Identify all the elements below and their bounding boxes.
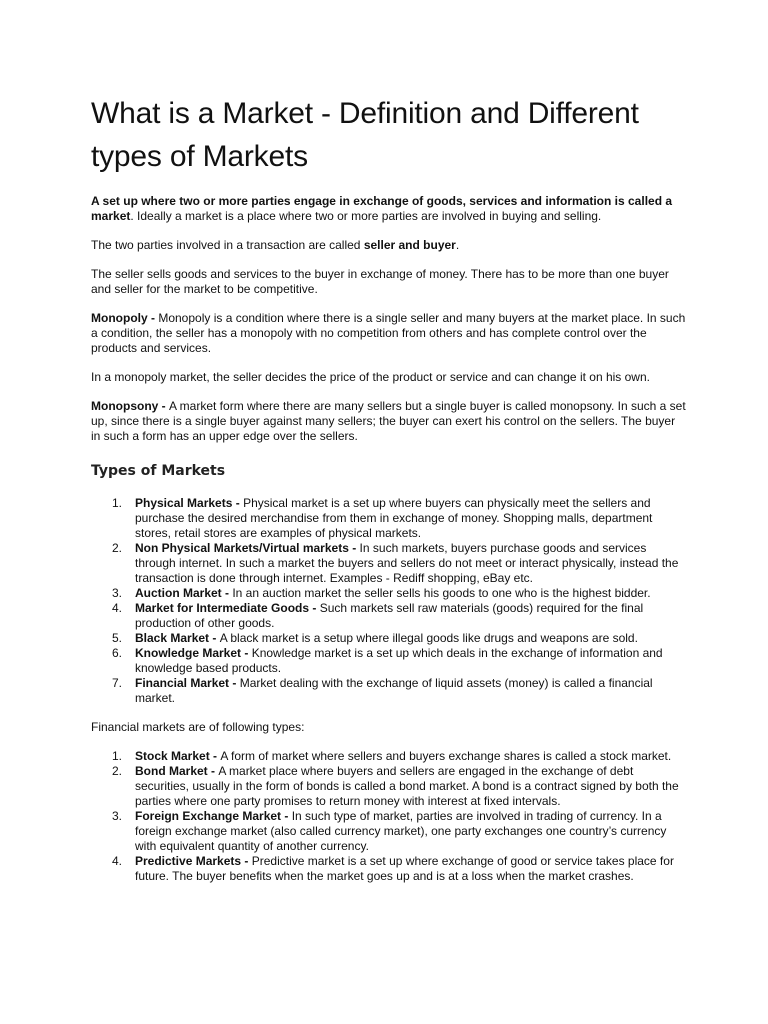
intro-paragraph-monopoly <box>91 311 686 356</box>
monopsony-text: A market form where there are many sellers but a single buyer is called monopsony. In such a set up, since there is a single buyer against many sellers; the buyer can exert his control on the sellers. The buyer in such a form has an upper edge over the sellers. <box>91 399 686 443</box>
intro-paragraph-monopoly-price: In a monopoly market, the seller decides the price of the product or service and can change it on his own. <box>91 370 650 384</box>
list-item-term: Stock Market - <box>135 749 221 763</box>
list-item <box>91 541 686 586</box>
list-item-text: Predictive market is a set up where exchange of good or service takes place for future. The buyer benefits when the market goes up and is at a loss when the market crashes. <box>135 854 674 883</box>
intro-paragraph-monopsony <box>91 399 686 444</box>
list-item-text: In an auction market the seller sells his goods to one who is the highest bidder. <box>232 586 651 600</box>
list-item-term: Black Market - <box>135 631 220 645</box>
definition-bold-text: A set up where two or more parties engage in exchange of goods, services and information is called a market <box>91 194 673 223</box>
page-title: What is a Market - Definition and Different types of Markets <box>91 97 639 173</box>
list-item-text: A market place where buyers and sellers are engaged in the exchange of debt securities, usually in the form of bonds is called a bond market. A bond is a contract signed by both the parties where one party promises to return money with interest at fixed intervals. <box>135 764 679 808</box>
list-item <box>91 586 686 601</box>
document-page <box>91 92 686 898</box>
list-item-number: 1. <box>112 496 123 510</box>
intro-paragraph-seller: The seller sells goods and services to the buyer in exchange of money. There has to be more than one buyer and seller for the market to be competitive. <box>91 267 669 296</box>
list-item-term: Bond Market - <box>135 764 219 778</box>
list-item-text: Such markets sell raw materials (goods) required for the final production of other goods. <box>135 601 644 630</box>
list-item <box>91 646 686 676</box>
parties-bold-text: seller and buyer <box>363 238 456 252</box>
intro-paragraph-parties <box>91 238 686 253</box>
list-item-number: 6. <box>112 646 123 660</box>
list-item-number: 4. <box>112 854 123 868</box>
financial-intro: Financial markets are of following types: <box>91 720 305 734</box>
market-types-list <box>91 496 686 706</box>
list-item-term: Predictive Markets - <box>135 854 252 868</box>
list-item <box>91 749 686 764</box>
list-item-text: In such type of market, parties are involved in trading of currency. In a foreign exchange market (also called currency market), one party exchanges one country’s currency with equivalent quantity of another currency. <box>135 809 667 853</box>
list-item <box>91 854 686 884</box>
list-item-term: Foreign Exchange Market - <box>135 809 292 823</box>
parties-end-text: . <box>455 238 460 252</box>
list-item-number: 1. <box>112 749 123 763</box>
list-item <box>91 496 686 541</box>
list-item-term: Financial Market - <box>135 676 240 690</box>
intro-paragraph-definition <box>91 194 686 224</box>
definition-text: . Ideally a market is a place where two or more parties are involved in buying and selling. <box>130 209 602 223</box>
monopsony-term: Monopsony - <box>91 399 169 413</box>
list-item-text: In such markets, buyers purchase goods and services through internet. In such a market the buyers and sellers do not meet or interact physically, instead the transaction is done through internet. Examples - Rediff shopping, eBay etc. <box>135 541 679 585</box>
list-item-number: 7. <box>112 676 123 690</box>
monopoly-text: Monopoly is a condition where there is a single seller and many buyers at the market place. In such a condition, the seller has a monopoly with no competition from others and has complete control over the products and services. <box>91 311 686 355</box>
monopoly-term: Monopoly - <box>91 311 159 325</box>
list-item-text: Knowledge market is a set up which deals in the exchange of information and knowledge based products. <box>135 646 663 675</box>
list-item-term: Auction Market - <box>135 586 233 600</box>
list-item-text: Physical market is a set up where buyers can physically meet the sellers and purchase the desired merchandise from them in exchange of money. Shopping malls, department stores, retail stores are examples of physical markets. <box>135 496 653 540</box>
list-item-term: Non Physical Markets/Virtual markets - <box>135 541 360 555</box>
parties-text: The two parties involved in a transaction are called <box>91 238 364 252</box>
list-item <box>91 809 686 854</box>
types-heading: Types of Markets <box>91 463 226 479</box>
list-item <box>91 676 686 706</box>
list-item <box>91 601 686 631</box>
list-item-number: 2. <box>112 764 123 778</box>
list-item-number: 2. <box>112 541 123 555</box>
list-item-number: 4. <box>112 601 123 615</box>
list-item-term: Knowledge Market - <box>135 646 252 660</box>
list-item-number: 3. <box>112 809 123 823</box>
list-item-text: Market dealing with the exchange of liquid assets (money) is called a financial market. <box>135 676 653 705</box>
list-item-text: A black market is a setup where illegal goods like drugs and weapons are sold. <box>219 631 638 645</box>
list-item <box>91 631 686 646</box>
list-item-term: Physical Markets - <box>135 496 244 510</box>
list-item-number: 5. <box>112 631 123 645</box>
list-item-number: 3. <box>112 586 123 600</box>
list-item-text: A form of market where sellers and buyers exchange shares is called a stock market. <box>220 749 672 763</box>
list-item-term: Market for Intermediate Goods - <box>135 601 320 615</box>
financial-types-list <box>91 749 686 884</box>
list-item <box>91 764 686 809</box>
